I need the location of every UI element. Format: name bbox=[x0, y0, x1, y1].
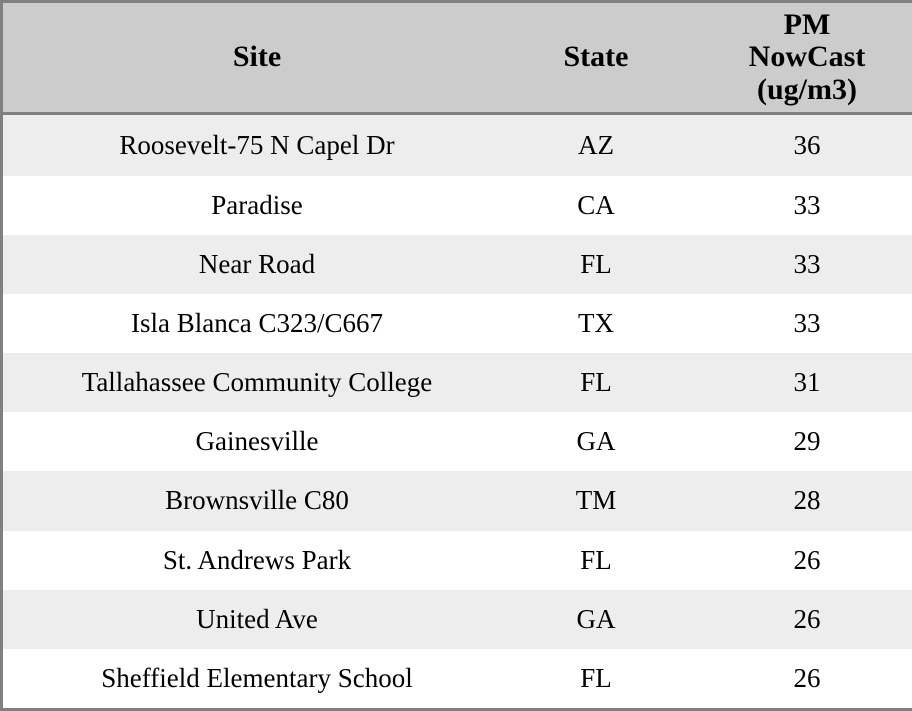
cell-pm: 26 bbox=[793, 662, 821, 693]
cell-pm: 33 bbox=[793, 248, 821, 279]
cell-site: Roosevelt-75 N Capel Dr bbox=[119, 129, 395, 160]
column-header-pm-nowcast bbox=[681, 3, 912, 114]
cell-state: GA bbox=[576, 603, 616, 634]
column-header-pm-line-1: PM bbox=[783, 8, 831, 41]
cell-pm: 31 bbox=[793, 367, 821, 398]
cell-site: Near Road bbox=[198, 248, 316, 279]
table-row bbox=[3, 649, 912, 708]
table-header-row bbox=[3, 3, 912, 114]
cell-site: Isla Blanca C323/C667 bbox=[131, 308, 383, 339]
table-row bbox=[3, 590, 912, 649]
table-row bbox=[3, 235, 912, 294]
cell-pm: 26 bbox=[793, 603, 821, 634]
table-row bbox=[3, 176, 912, 235]
cell-state: GA bbox=[576, 426, 616, 457]
cell-state: FL bbox=[580, 544, 612, 575]
column-header-site: Site bbox=[3, 3, 511, 114]
cell-site: Gainesville bbox=[195, 426, 319, 457]
cell-state: FL bbox=[580, 248, 612, 279]
cell-pm: 36 bbox=[793, 129, 821, 160]
cell-state: TM bbox=[575, 485, 617, 516]
table-row bbox=[3, 471, 912, 530]
cell-pm: 28 bbox=[793, 485, 821, 516]
cell-pm: 33 bbox=[793, 308, 821, 339]
cell-site: Brownsville C80 bbox=[165, 485, 349, 516]
table-body bbox=[3, 114, 912, 708]
air-quality-table bbox=[3, 3, 912, 708]
cell-state: FL bbox=[580, 367, 612, 398]
table-row bbox=[3, 412, 912, 471]
cell-pm: 33 bbox=[793, 189, 821, 220]
column-header-pm-line-2: NowCast bbox=[748, 40, 866, 74]
table-row bbox=[3, 294, 912, 353]
cell-pm: 29 bbox=[793, 426, 821, 457]
cell-site: St. Andrews Park bbox=[162, 544, 352, 575]
column-header-state: State bbox=[511, 3, 681, 114]
table-row bbox=[3, 353, 912, 412]
cell-state: CA bbox=[577, 189, 615, 220]
cell-state: TX bbox=[578, 308, 614, 339]
cell-site: Tallahassee Community College bbox=[81, 367, 433, 398]
table-header bbox=[3, 3, 912, 114]
table-row bbox=[3, 114, 912, 176]
cell-state: AZ bbox=[578, 129, 614, 160]
cell-site: United Ave bbox=[196, 603, 318, 634]
cell-state: FL bbox=[580, 662, 612, 693]
column-header-pm-line-3: (ug/m3) bbox=[757, 72, 857, 106]
cell-site: Paradise bbox=[211, 189, 303, 220]
cell-site: Sheffield Elementary School bbox=[101, 662, 413, 693]
cell-pm: 26 bbox=[793, 544, 821, 575]
table-row bbox=[3, 531, 912, 590]
